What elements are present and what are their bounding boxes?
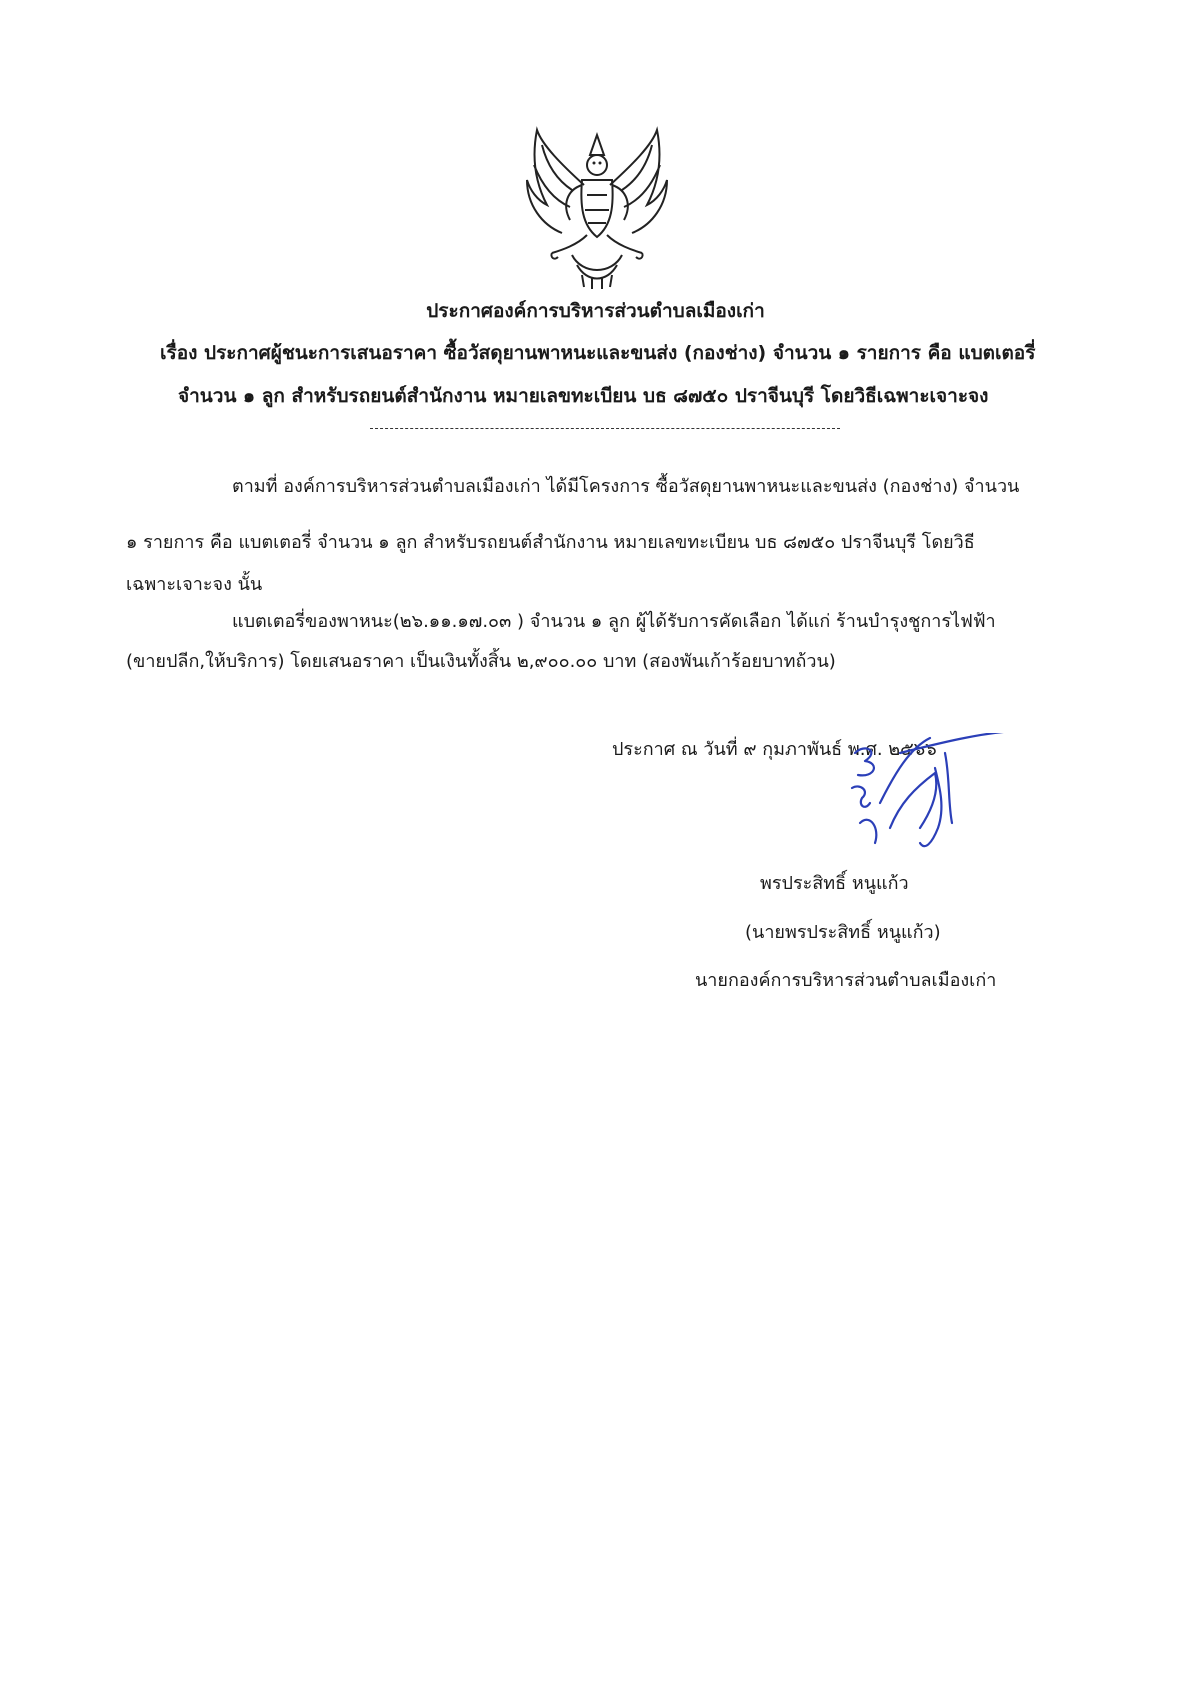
garuda-emblem-icon [522, 125, 672, 290]
announcement-date: ประกาศ ณ วันที่ ๙ กุมภาพันธ์ พ.ศ. ๒๕๖๖ [612, 739, 937, 760]
signer-name: พรประสิทธิ์ หนูแก้ว [760, 873, 909, 894]
paragraph-1-line-3: เฉพาะเจาะจง นั้น [126, 574, 263, 595]
paragraph-1-line-1: ตามที่ องค์การบริหารส่วนตำบลเมืองเก่า ได้มีโครงการ ซื้อวัสดุยานพาหนะและขนส่ง (กองช่าง) จำนวน [232, 476, 1020, 497]
handwritten-signature [840, 733, 1020, 863]
paragraph-2-line-2: (ขายปลีก,ให้บริการ) โดยเสนอราคา เป็นเงินทั้งสิ้น ๒,๙๐๐.๐๐ บาท (สองพันเก้าร้อยบาทถ้วน) [126, 651, 836, 672]
paragraph-1-line-2: ๑ รายการ คือ แบตเตอรี่ จำนวน ๑ ลูก สำหรับรถยนต์สำนักงาน หมายเลขทะเบียน บธ ๘๗๕๐ ปราจีนบุรี โดยวิธี [126, 532, 975, 553]
subject-line-2: จำนวน ๑ ลูก สำหรับรถยนต์สำนักงาน หมายเลขทะเบียน บธ ๘๗๕๐ ปราจีนบุรี โดยวิธีเฉพาะเจาะจง [178, 385, 989, 407]
paragraph-2-line-1: แบตเตอรี่ของพาหนะ(๒๖.๑๑.๑๗.๐๓ ) จำนวน ๑ ลูก ผู้ได้รับการคัดเลือก ได้แก่ ร้านบำรุงชูการไฟฟ้า [232, 611, 996, 632]
signer-position: นายกองค์การบริหารส่วนตำบลเมืองเก่า [695, 970, 997, 991]
announcement-title: ประกาศองค์การบริหารส่วนตำบลเมืองเก่า [426, 300, 765, 322]
subject-line-1: เรื่อง ประกาศผู้ชนะการเสนอราคา ซื้อวัสดุยานพาหนะและขนส่ง (กองช่าง) จำนวน ๑ รายการ คือ แบตเตอรี่ [160, 342, 1036, 364]
divider [370, 428, 840, 429]
signer-full-name: (นายพรประสิทธิ์ หนูแก้ว) [745, 922, 941, 943]
